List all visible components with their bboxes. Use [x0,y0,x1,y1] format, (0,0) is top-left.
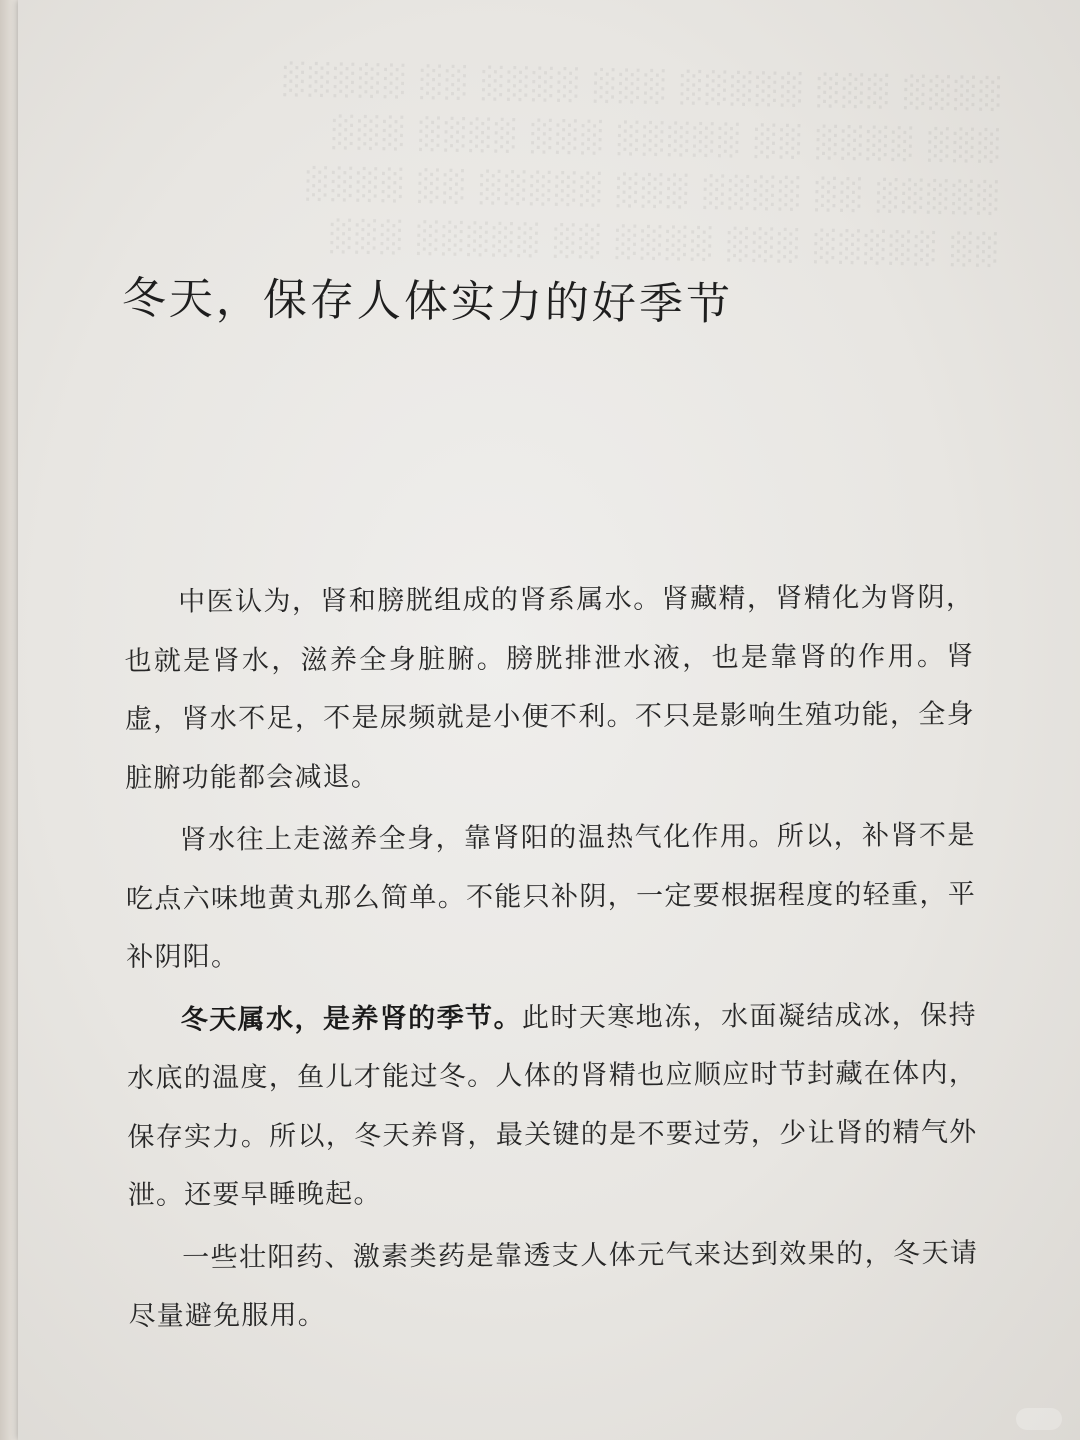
chapter-title: 冬天，保存人体实力的好季节 [121,273,734,331]
paragraph-3 [127,986,978,1225]
paragraph-4: 一些壮阳药、激素类药是靠透支人体元气来达到效果的，冬天请尽量避免服用。 [128,1237,979,1332]
paragraph-1: 中医认为，肾和膀胱组成的肾系属水。肾藏精，肾精化为肾阴，也就是肾水，滋养全身脏腑。膀胱排泄水液，也是靠肾的作用。肾虚，肾水不足，不是尿频就是小便不利。不只是影响生殖功能，全身脏腑功能都会减退。 [124,581,975,794]
corner-watermark-badge [1016,1408,1062,1430]
paragraph-2: 肾水往上走滋养全身，靠肾阳的温热气化作用。所以，补肾不是吃点六味地黄丸那么简单。不能只补阴，一定要根据程度的轻重，平补阴阳。 [125,819,977,973]
show-through-texture: ░░░░ ░░░ ░░░░░ ░░░ ░░░░ ░░ ░░░░░ ░░░ ░░░░ ░░ ░░░░░ ░░░ ░░░░ ░░░ ░░░░░ ░░ ░░░░ ░░░ ░░░░░ ░░ ░░░░ ░░ ░░░░░ ░░░ ░░░░ ░░ ░░░░░ ░░░ [278,61,1001,268]
chapter-body [124,569,979,1351]
paragraph-3-text: 此时天寒地冻，水面凝结成冰，保持水底的温度，鱼儿才能过冬。人体的肾精也应顺应时节封藏在体内，保存实力。所以，冬天养肾，最关键的是不要过劳，少让肾的精气外泄。还要早睡晚起。 [126,999,978,1211]
paragraph-3-emphasis: 冬天属水，是养肾的季节。 [180,1002,523,1036]
